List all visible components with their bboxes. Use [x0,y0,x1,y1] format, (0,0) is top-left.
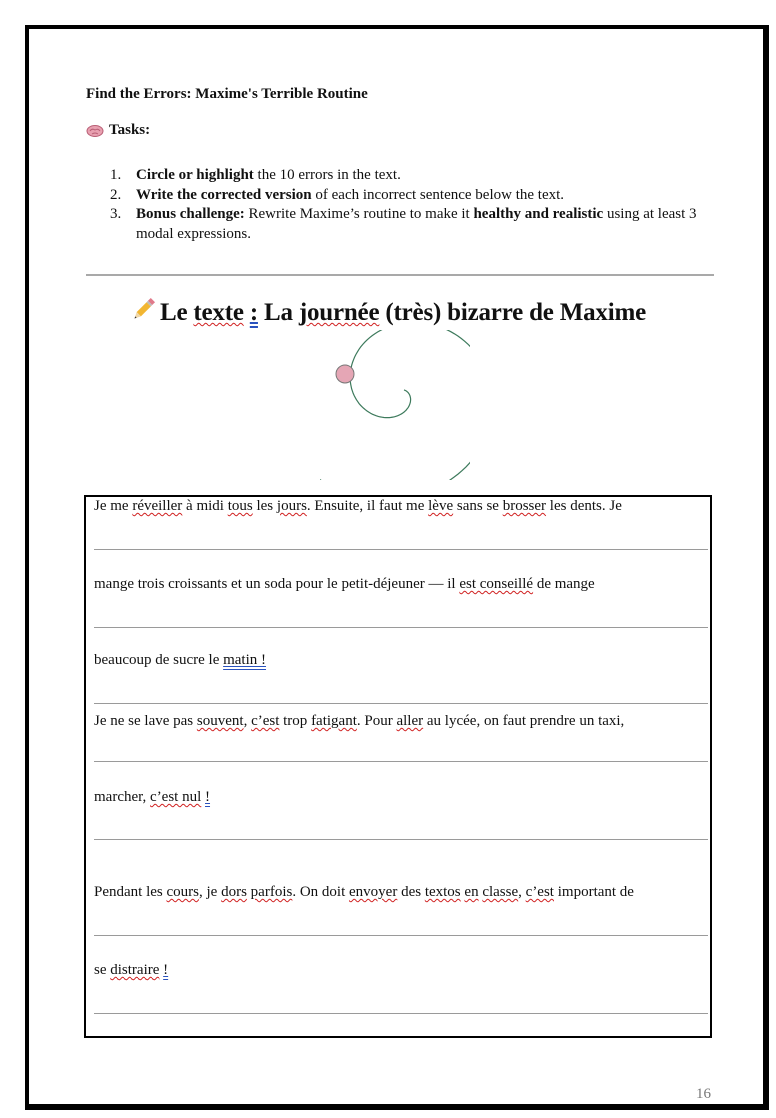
passage-line [94,576,595,593]
title-part: (très) bizarre de Maxime [379,299,647,326]
error-word: en [464,884,479,900]
brain-icon [86,124,104,138]
title-part: Le [159,299,194,326]
writing-line [94,935,708,936]
text-segment: les [252,498,277,514]
error-word: fatigant [311,713,357,729]
passage-line [94,789,210,806]
task-number: 2. [110,186,122,203]
task-emphasis: Write the corrected version [136,186,312,203]
horizontal-rule [86,274,714,276]
error-word: c’est [251,713,280,729]
error-word: est conseillé [459,576,534,592]
text-segment: les dents. Je [546,498,622,514]
text-segment: au lycée, on faut prendre un taxi, [423,713,625,729]
error-word: classe [482,884,519,900]
task-text: of each incorrect sentence below the text. [311,186,565,203]
error-word: c’est nul [150,789,202,805]
error-word: cours [166,884,199,900]
text-segment: , [518,884,526,900]
task-item [110,205,720,244]
text-segment: . Pour [356,713,397,729]
grammar-flag: ! [205,789,211,805]
text-segment: beaucoup de sucre le [94,652,224,668]
passage-line [94,884,634,901]
task-item [110,166,720,186]
page-number: 16 [696,1086,711,1102]
task-emphasis: healthy and realistic [473,206,604,222]
text-segment: , je [199,884,222,900]
error-word: réveiller [132,498,183,514]
title-part: La [257,299,299,326]
tasks-heading [86,122,150,139]
error-word: lève [428,498,454,514]
grammar-flag: ! [163,962,169,978]
passage-line [94,962,168,979]
writing-line [94,839,708,840]
text-segment: mange trois croissants et un soda pour le petit-déjeuner — il [94,576,460,592]
task-number: 1. [110,167,122,183]
pencil-icon [130,297,156,323]
tasks-label: Tasks: [109,122,151,138]
text-segment: se [94,962,111,978]
text-segment: Pendant les [94,884,167,900]
task-item [110,186,720,206]
passage-line [94,498,622,515]
task-text: the 10 errors in the text. [253,167,401,183]
title-part: : [249,299,258,326]
text-segment: Je me [94,498,133,514]
text-segment: marcher, [94,789,151,805]
title-part: texte [193,299,244,326]
text-segment: Je ne se lave pas [94,713,197,729]
error-word: souvent [196,713,244,729]
writing-line [94,761,708,762]
passage-line [94,713,624,730]
writing-line [94,1013,708,1014]
error-word: dors [221,884,247,900]
task-number: 3. [110,206,122,222]
error-word: envoyer [349,884,398,900]
section-title [0,297,776,327]
text-segment: à midi [182,498,228,514]
error-word: c’est [525,884,554,900]
text-segment: sans se [453,498,503,514]
writing-line [94,703,708,704]
text-segment: . Ensuite, il faut me [306,498,429,514]
error-word: tous [227,498,253,514]
error-word: jours [276,498,307,514]
error-word: textos [424,884,461,900]
text-segment: trop [279,713,312,729]
text-segment: , [243,713,252,729]
writing-line [94,549,708,550]
text-segment: de mange [533,576,595,592]
writing-line [94,627,708,628]
task-emphasis: Bonus challenge: [136,206,245,222]
task-list [110,166,720,244]
error-word: distraire [110,962,160,978]
error-word: parfois [250,884,293,900]
title-part: journée [298,299,380,326]
text-segment: . On doit [292,884,349,900]
passage-line [94,652,266,669]
text-segment: important de [553,884,634,900]
text-segment: des [397,884,425,900]
error-word: aller [396,713,424,729]
task-text: using at least 3 modal expressions. [136,206,697,242]
worksheet-title: Find the Errors: Maxime's Terrible Routine [86,86,368,102]
grammar-flag: matin ! [223,652,267,668]
task-text: Rewrite Maxime’s routine to make it [244,206,474,222]
spiral-decoration [320,330,470,480]
task-emphasis: Circle or highlight [136,167,254,183]
error-word: brosser [502,498,547,514]
